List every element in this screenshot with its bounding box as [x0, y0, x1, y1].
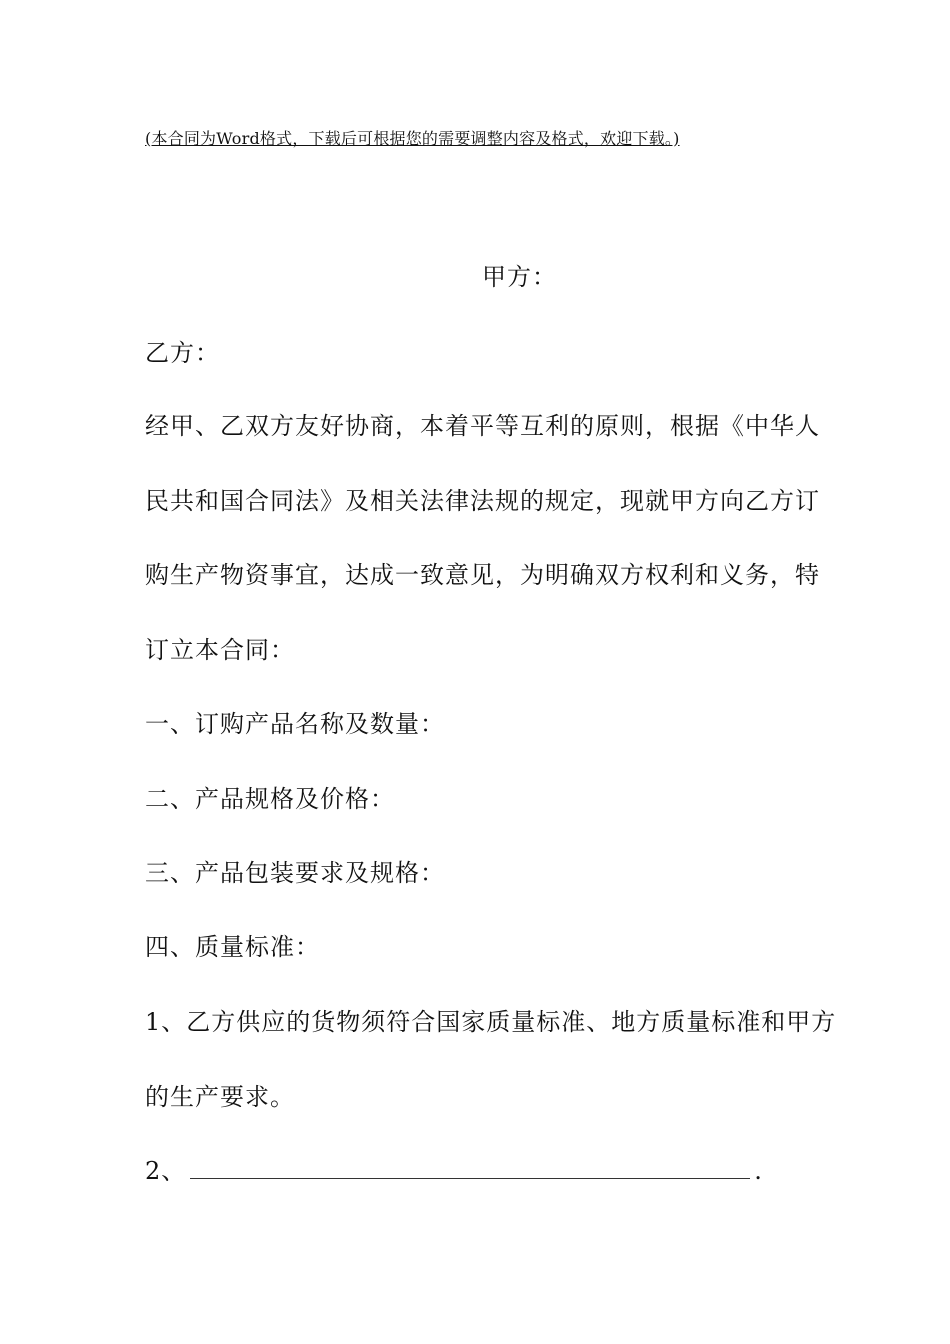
- format-notice: (本合同为Word格式，下载后可根据您的需要调整内容及格式，欢迎下载。): [145, 129, 680, 148]
- section-quality-standard: 四、质量标准：: [145, 933, 320, 961]
- clause-2-blank-field[interactable]: [190, 1156, 750, 1179]
- intro-line-2: 民共和国合同法》及相关法律法规的规定，现就甲方向乙方订: [145, 487, 820, 515]
- intro-line-4: 订立本合同：: [145, 636, 295, 664]
- clause-2-number: 2、: [145, 1157, 187, 1185]
- clause-1-line-2: 的生产要求。: [145, 1083, 295, 1111]
- section-product-name-quantity: 一、订购产品名称及数量：: [145, 710, 445, 738]
- party-a-label: 甲方：: [482, 263, 557, 291]
- section-packaging: 三、产品包装要求及规格：: [145, 859, 445, 887]
- clause-1-line-1: 1、乙方供应的货物须符合国家质量标准、地方质量标准和甲方: [145, 1008, 837, 1036]
- clause-2: [145, 1156, 763, 1186]
- section-product-spec-price: 二、产品规格及价格：: [145, 785, 395, 813]
- party-b-label: 乙方：: [145, 339, 220, 367]
- intro-line-1: 经甲、乙双方友好协商，本着平等互利的原则，根据《中华人: [145, 412, 820, 440]
- clause-2-period: .: [754, 1157, 763, 1185]
- intro-line-3: 购生产物资事宜，达成一致意见，为明确双方权利和义务，特: [145, 561, 820, 589]
